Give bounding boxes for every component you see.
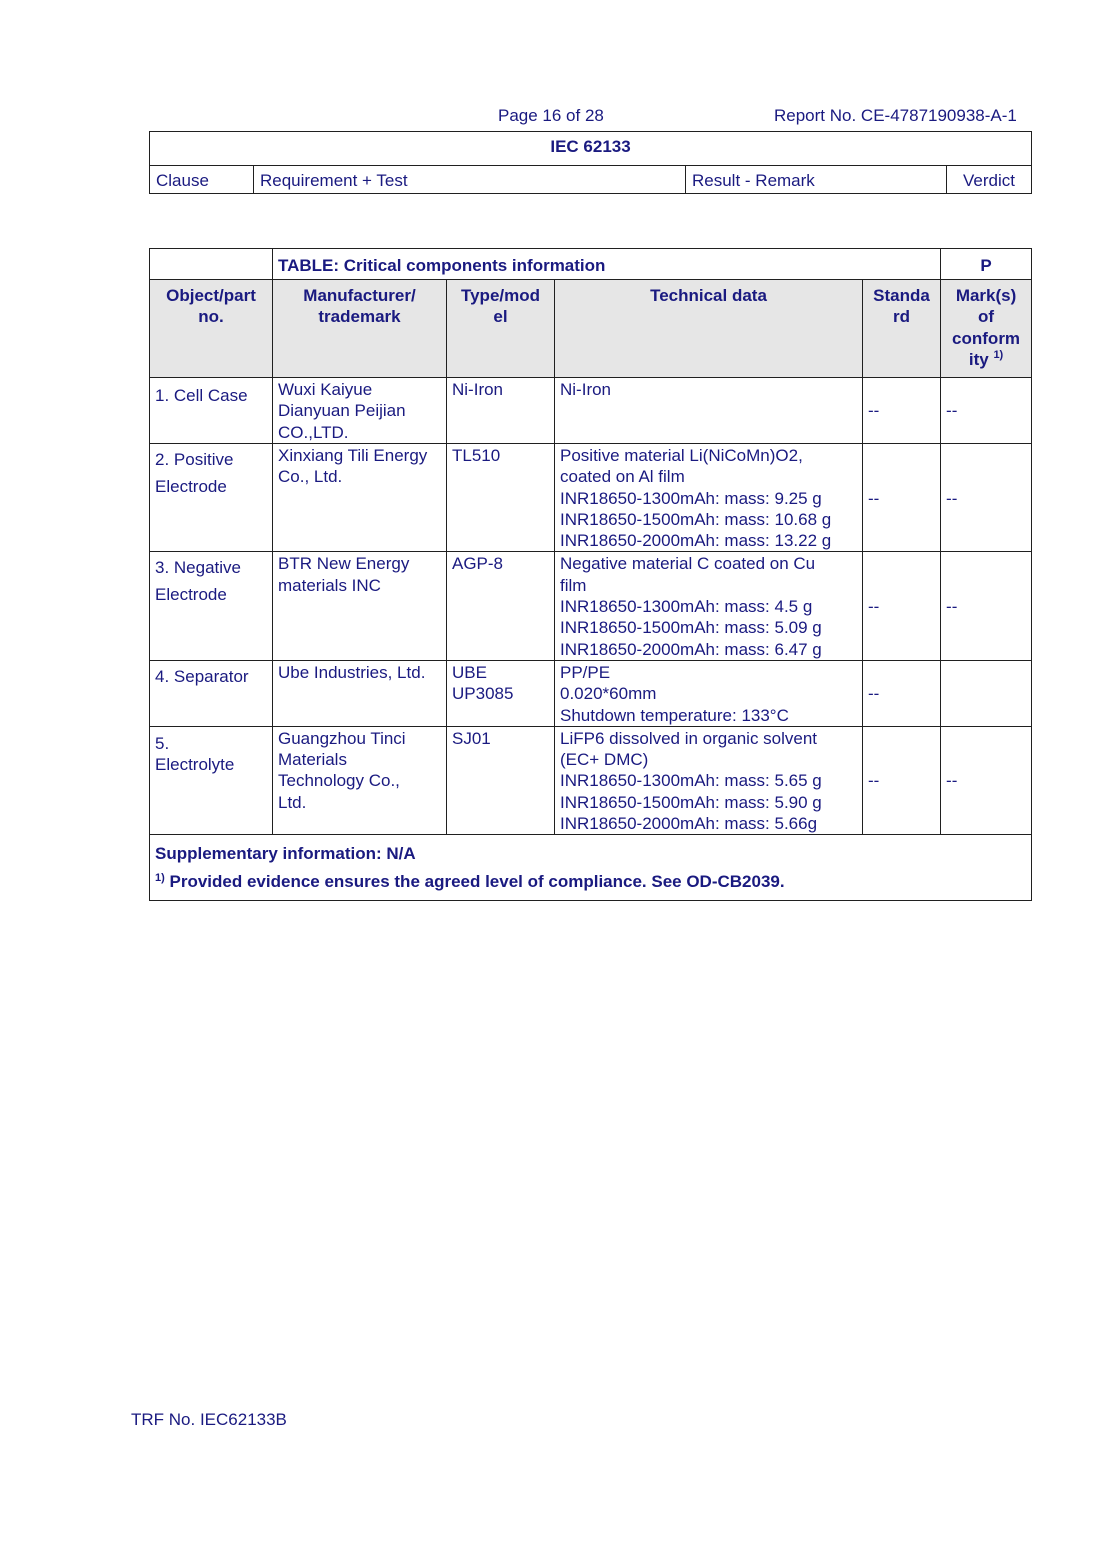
marks-cell: -- <box>941 552 1032 660</box>
footnote-marker: 1) <box>993 348 1004 361</box>
col-standard: Standa rd <box>863 280 941 378</box>
object-cell: 2. Positive Electrode <box>150 444 273 552</box>
marks-cell: -- <box>941 378 1032 444</box>
verdict-label: Verdict <box>947 166 1032 194</box>
clause-label: Clause <box>150 166 254 194</box>
manufacturer-cell: BTR New Energy materials INC <box>273 552 447 660</box>
table-blank-cell <box>150 249 273 280</box>
page-number: Page 16 of 28 <box>498 106 604 125</box>
marks-cell: -- <box>941 726 1032 834</box>
standard-cell: -- <box>863 444 941 552</box>
table-row <box>150 660 1032 726</box>
table-verdict: P <box>941 249 1032 280</box>
table-row <box>150 726 1032 834</box>
supplementary-info <box>150 835 1032 901</box>
col-type: Type/mod el <box>447 280 555 378</box>
standard-cell: -- <box>863 660 941 726</box>
table-row <box>150 378 1032 444</box>
technical-cell: Ni-Iron <box>555 378 863 444</box>
table-row <box>150 444 1032 552</box>
manufacturer-cell: Guangzhou Tinci Materials Technology Co., Ltd. <box>273 726 447 834</box>
critical-components-table <box>149 248 1032 901</box>
manufacturer-cell: Xinxiang Tili Energy Co., Ltd. <box>273 444 447 552</box>
footnote-marker: 1) <box>155 872 165 885</box>
type-cell: AGP-8 <box>447 552 555 660</box>
technical-cell: Negative material C coated on Cu film INR18650-1300mAh: mass: 4.5 g INR18650-1500mAh: mass: 5.09 g INR18650-2000mAh: mass: 6.47 g <box>555 552 863 660</box>
standard-cell: -- <box>863 378 941 444</box>
standard-cell: -- <box>863 726 941 834</box>
type-cell: TL510 <box>447 444 555 552</box>
col-manufacturer: Manufacturer/ trademark <box>273 280 447 378</box>
standard-title: IEC 62133 <box>150 132 1032 166</box>
trf-number: TRF No. IEC62133B <box>131 1410 287 1429</box>
manufacturer-cell: Wuxi Kaiyue Dianyuan Peijian CO.,LTD. <box>273 378 447 444</box>
footnote: $^{1)}$ Provided evidence ensures the agreed level of compliance. See OD-CB2039. <box>155 872 785 892</box>
table-title: TABLE: Critical components information <box>273 249 941 280</box>
clause-header-table <box>149 131 1032 194</box>
object-cell: 1. Cell Case <box>150 378 273 444</box>
supplementary-text: Supplementary information: N/A <box>155 844 416 864</box>
col-marks: Mark(s) of conform ity $^{1)}$ <box>941 280 1032 378</box>
type-cell: SJ01 <box>447 726 555 834</box>
standard-cell: -- <box>863 552 941 660</box>
technical-cell: LiFP6 dissolved in organic solvent (EC+ DMC) INR18650-1300mAh: mass: 5.65 g INR18650-1500mAh: mass: 5.90 g INR18650-2000mAh: mass: 5.66g <box>555 726 863 834</box>
col-technical: Technical data <box>555 280 863 378</box>
technical-cell: Positive material Li(NiCoMn)O2, coated on Al film INR18650-1300mAh: mass: 9.25 g INR18650-1500mAh: mass: 10.68 g INR18650-2000mAh: mass: 13.22 g <box>555 444 863 552</box>
table-row <box>150 552 1032 660</box>
col-object: Object/part no. <box>150 280 273 378</box>
object-cell: 3. Negative Electrode <box>150 552 273 660</box>
column-header-row <box>150 280 1032 378</box>
result-label: Result - Remark <box>686 166 947 194</box>
report-number: Report No. CE-4787190938-A-1 <box>774 106 1017 125</box>
technical-cell: PP/PE 0.020*60mm Shutdown temperature: 133°C <box>555 660 863 726</box>
object-cell: 4. Separator <box>150 660 273 726</box>
type-cell: Ni-Iron <box>447 378 555 444</box>
marks-cell <box>941 660 1032 726</box>
marks-cell: -- <box>941 444 1032 552</box>
manufacturer-cell: Ube Industries, Ltd. <box>273 660 447 726</box>
requirement-label: Requirement + Test <box>254 166 686 194</box>
type-cell: UBE UP3085 <box>447 660 555 726</box>
object-cell: 5. Electrolyte <box>150 726 273 834</box>
